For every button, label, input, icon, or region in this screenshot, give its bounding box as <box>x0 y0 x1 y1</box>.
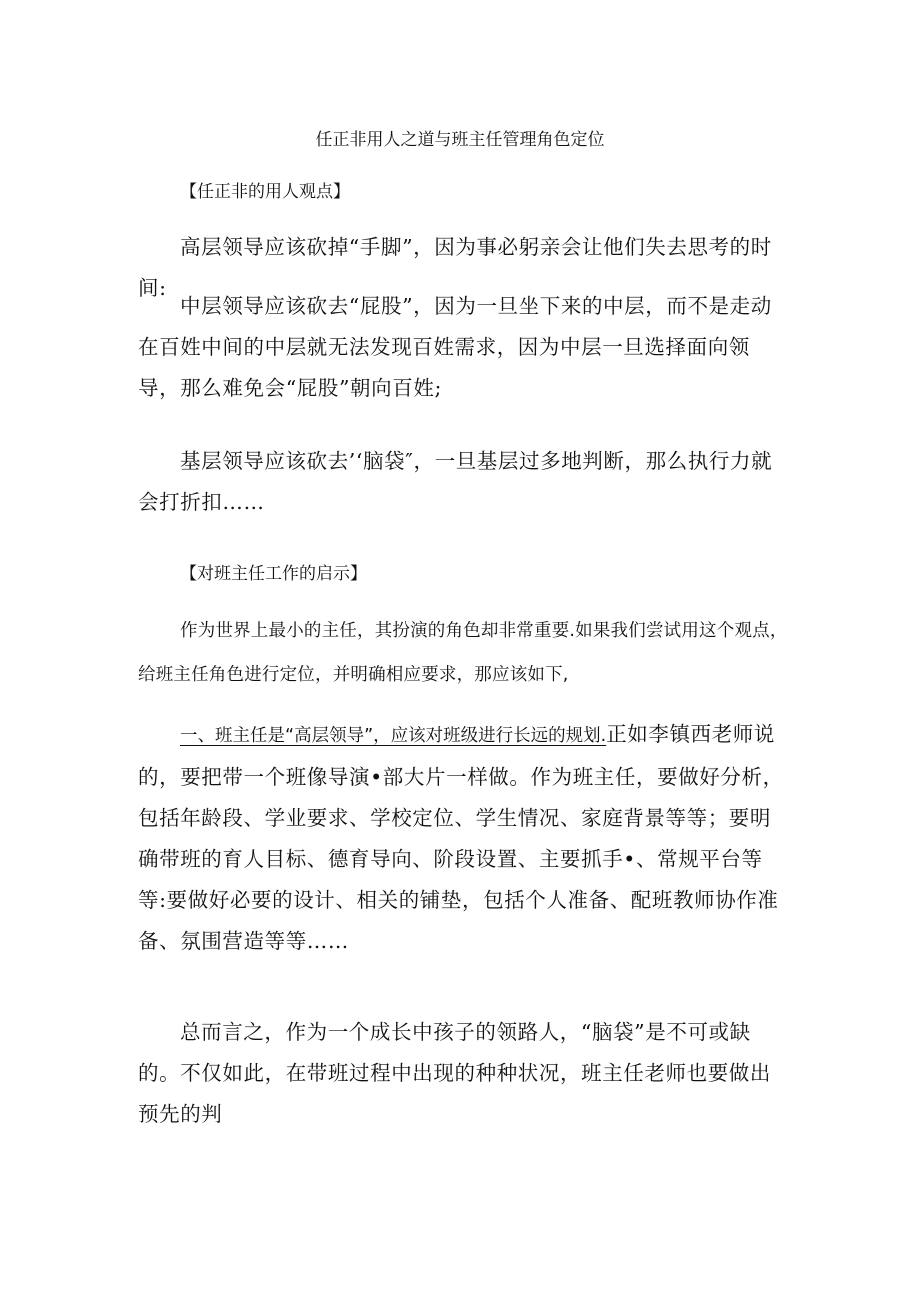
document-title: 任正非用人之道与班主任管理角色定位 <box>315 130 605 150</box>
paragraph-high-level-leader <box>138 714 788 962</box>
paragraph-middle-leaders: 中层领导应该砍去“屁股”，因为一旦坐下来的中层，而不是走动在百姓中间的中层就无法发现百姓需求，因为中层一旦选择面向领导，那么难免会“屁股”朝向百姓; <box>138 294 772 400</box>
paragraph-conclusion: 总而言之，作为一个成长中孩子的领路人，“脑袋”是不可或缺的。不仅如此，在带班过程中出现的种种状况，班主任老师也要做出预先的判 <box>138 1020 771 1126</box>
point-one-body: 正如李镇西老师说的，要把带一个班像导演•部大片一样做。作为班主任，要做好分析，包括年龄段、学业要求、学校定位、学生情况、家庭背景等等；要明确带班的育人目标、德育导向、阶段设置、主要抓手•、常规平台等等:要做好必要的设计、相关的铺垫，包括个人准备、配班教师协作准备、氛围营造等等…… <box>138 722 784 953</box>
paragraph-grassroots-leaders: 基层领导应该砍去’‘脑袋″，一旦基层过多地判断，那么执行力就会打折扣…… <box>138 449 773 514</box>
section-heading-insights: 【对班主任工作的启示】 <box>180 564 367 584</box>
section-heading-views: 【任正非的用人观点】 <box>180 182 350 202</box>
paragraph-senior-leaders: 高层领导应该砍掉“手脚”，因为事必躬亲会让他们失去思考的时间: <box>138 235 772 300</box>
paragraph-teacher-role: 作为世界上最小的主任，其扮演的角色却非常重要.如果我们尝试用这个观点，给班主任角色进行定位，并明确相应要求，那应该如下, <box>138 621 788 685</box>
point-one-heading: 一、班主任是“高层领导”，应该对班级进行长远的规划. <box>180 726 607 746</box>
